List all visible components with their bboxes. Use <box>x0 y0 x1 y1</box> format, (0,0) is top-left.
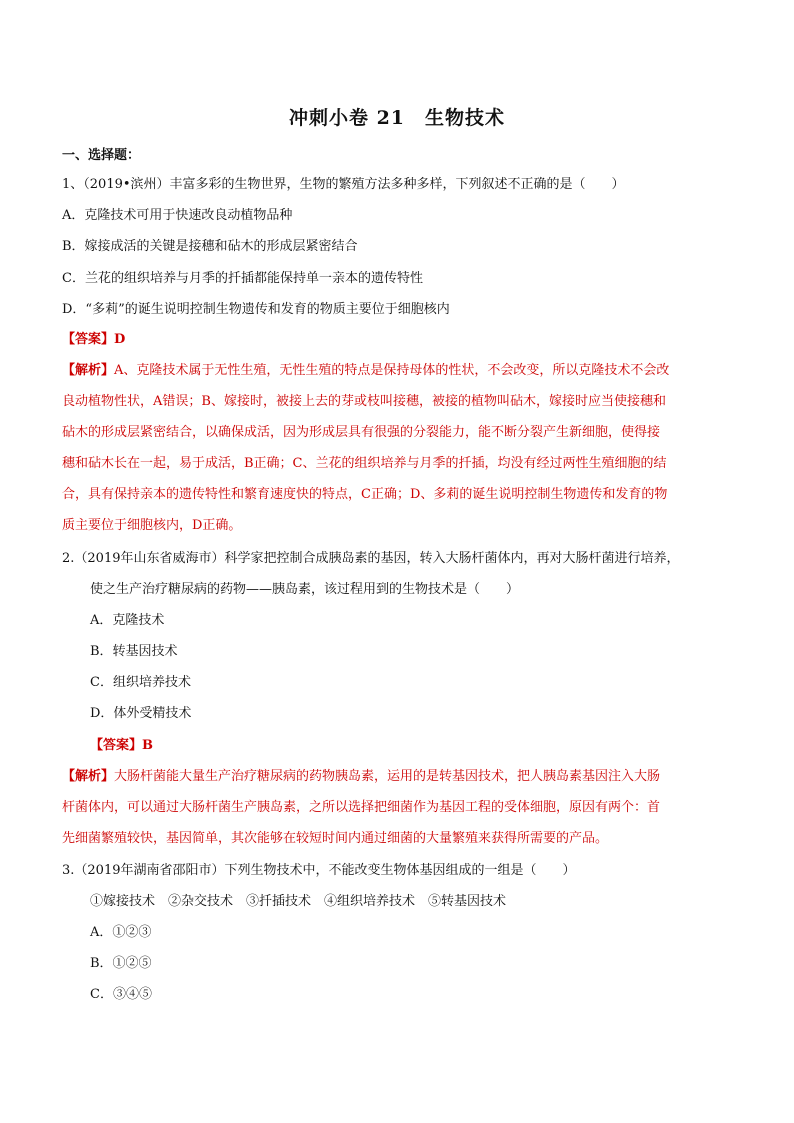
q3-items: ①嫁接技术 ②杂交技术 ③扦插技术 ④组织培养技术 ⑤转基因技术 <box>90 894 507 909</box>
analysis-line: 质主要位于细胞核内，D正确。 <box>62 518 242 533</box>
q3-option-c: C．③④⑤ <box>90 987 152 1002</box>
q2-answer <box>90 737 153 755</box>
q2-option-a: A．克隆技术 <box>90 613 165 628</box>
answer-tag: 【答案】 <box>90 738 143 753</box>
analysis-line: 良动植物性状，A错误；B、嫁接时，被接上去的芽或枝叫接穗，被接的植物叫砧木，嫁接时应当使接穗和 <box>62 394 666 409</box>
q2-stem-line2: 使之生产治疗糖尿病的药物——胰岛素，该过程用到的生物技术是（ ） <box>90 582 520 597</box>
q1-option-d: D．“多莉”的诞生说明控制生物遗传和发育的物质主要位于细胞核内 <box>62 302 450 317</box>
q1-option-c: C．兰花的组织培养与月季的扦插都能保持单一亲本的遗传特性 <box>62 271 423 286</box>
answer-value: B <box>142 738 154 753</box>
q2-analysis <box>62 761 742 854</box>
q3-stem: 3.（2019年湖南省邵阳市）下列生物技术中，不能改变生物体基因组成的一组是（ ） <box>62 863 576 878</box>
q2-option-d: D．体外受精技术 <box>90 706 192 721</box>
section-heading: 一、选择题： <box>62 148 141 163</box>
page-title: 冲刺小卷 21 生物技术 <box>288 107 506 129</box>
analysis-line: 合，具有保持亲本的遗传特性和繁育速度快的特点，C正确；D、多莉的诞生说明控制生物遗传和发育的物 <box>62 487 668 502</box>
q1-option-b: B．嫁接成活的关键是接穗和砧木的形成层紧密结合 <box>62 239 358 254</box>
answer-value: D <box>114 332 126 347</box>
analysis-line: 杆菌体内，可以通过大肠杆菌生产胰岛素，之所以选择把细菌作为基因工程的受体细胞，原因有两个：首 <box>62 800 661 815</box>
analysis-line: 砧木的形成层紧密结合，以确保成活，因为形成层具有很强的分裂能力，能不断分裂产生新细胞，使得接 <box>62 425 661 440</box>
q2-option-c: C．组织培养技术 <box>90 675 191 690</box>
q1-option-a: A．克隆技术可用于快速改良动植物品种 <box>62 208 293 223</box>
q1-analysis <box>62 355 742 541</box>
analysis-line: 【解析】A、克隆技术属于无性生殖，无性生殖的特点是保持母体的性状，不会改变，所以克隆技术不会改 <box>62 363 670 378</box>
q3-option-b: B．①②⑤ <box>90 956 152 971</box>
analysis-tag: 【解析】 <box>62 363 115 378</box>
analysis-line: 先细菌繁殖较快，基因简单，其次能够在较短时间内通过细菌的大量繁殖来获得所需要的产品。 <box>62 831 609 846</box>
q2-stem-line1: 2.（2019年山东省威海市）科学家把控制合成胰岛素的基因，转入大肠杆菌体内，再对大肠杆菌进行培养， <box>62 551 680 566</box>
analysis-line: 穗和砧木长在一起，易于成活，B正确；C、兰花的组织培养与月季的扦插，均没有经过两性生殖细胞的结 <box>62 456 667 471</box>
q2-option-b: B．转基因技术 <box>90 644 178 659</box>
analysis-line: 【解析】大肠杆菌能大量生产治疗糖尿病的药物胰岛素，运用的是转基因技术，把人胰岛素基因注入大肠 <box>62 769 661 784</box>
q1-stem: 1、（2019•滨州）丰富多彩的生物世界，生物的繁殖方法多种多样，下列叙述不正确的是（ ） <box>62 177 625 192</box>
analysis-tag: 【解析】 <box>62 769 115 784</box>
q1-answer <box>62 331 125 349</box>
q3-option-a: A．①②③ <box>90 925 152 940</box>
answer-tag: 【答案】 <box>62 332 115 347</box>
